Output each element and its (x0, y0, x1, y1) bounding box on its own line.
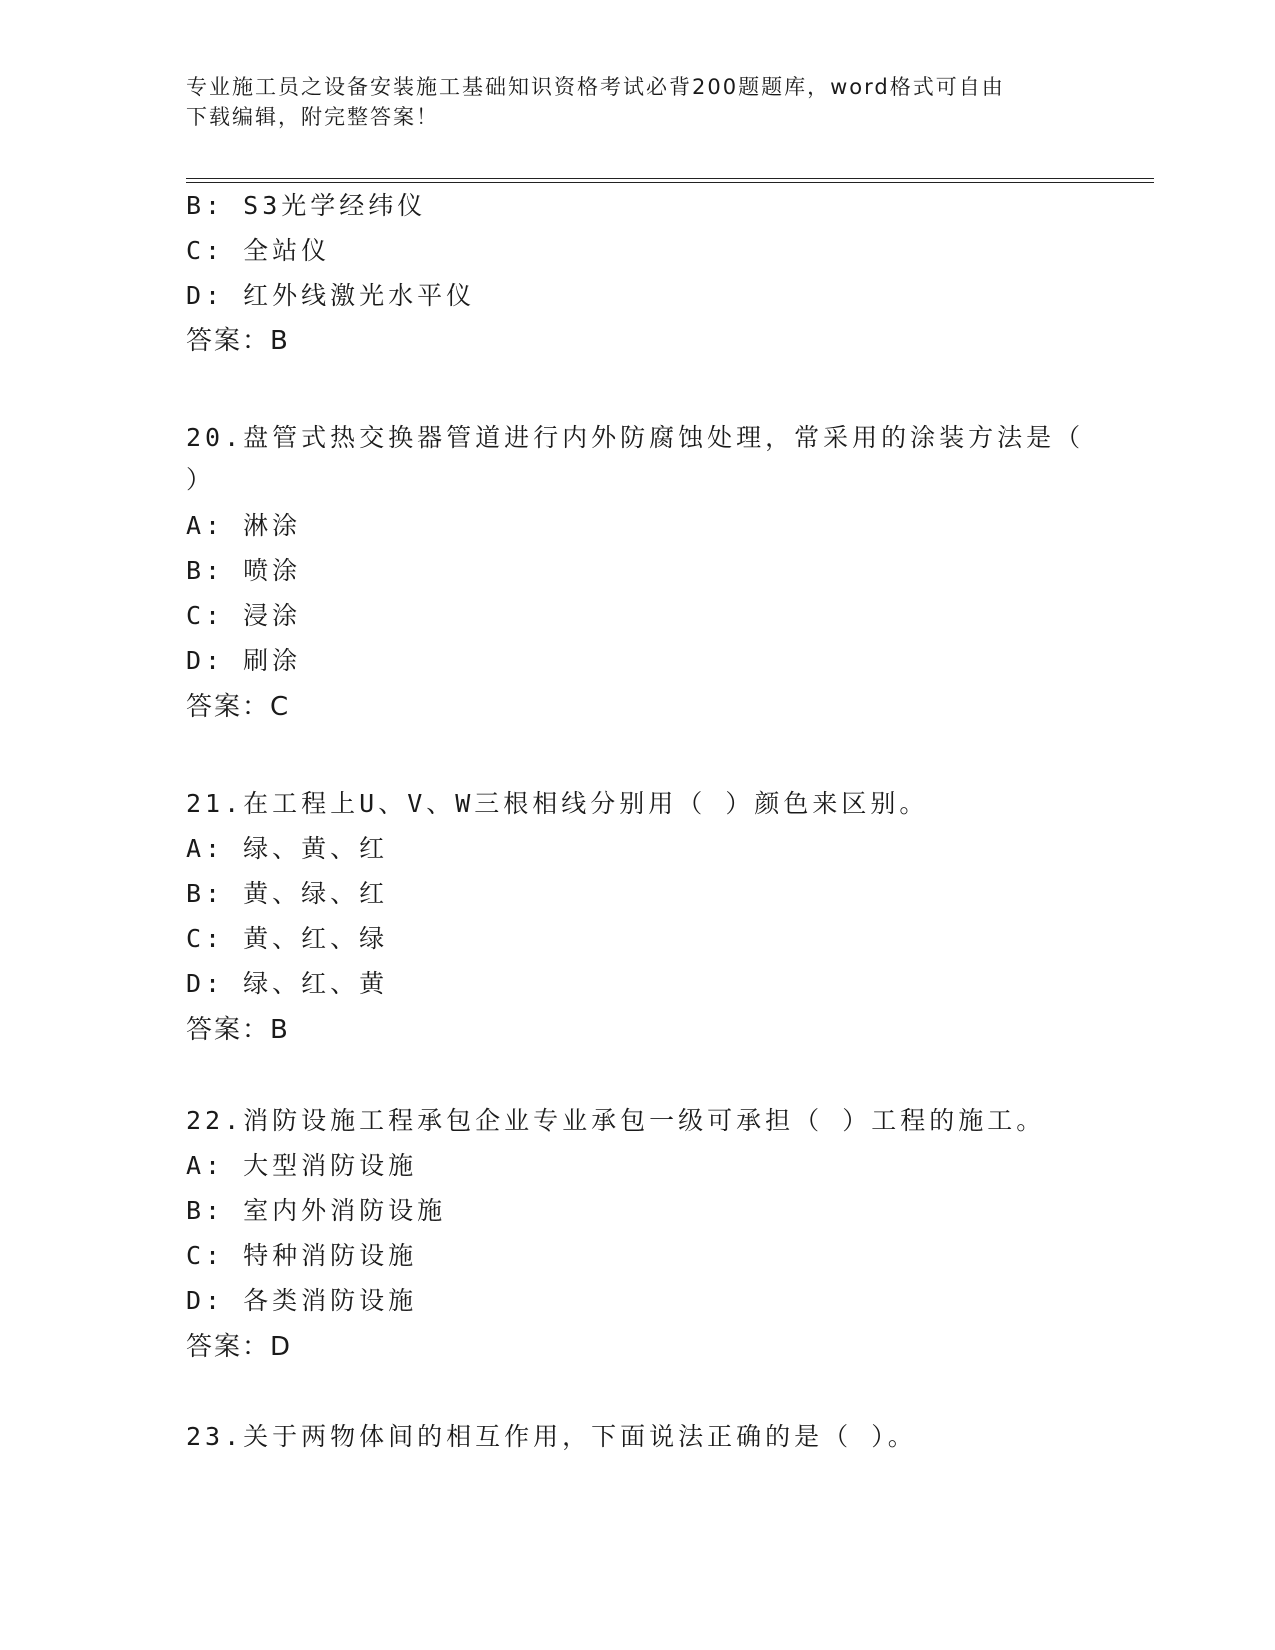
q19-option-b: B: S3光学经纬仪 (186, 191, 427, 220)
q21-stem: 21.在工程上U、V、W三根相线分别用（ ）颜色来区别。 (186, 789, 929, 818)
q20-stem-line-2: ） (186, 465, 216, 494)
header-divider-bottom (186, 182, 1154, 183)
q20-option-d: D: 刷涂 (186, 646, 302, 675)
q22-stem: 22.消防设施工程承包企业专业承包一级可承担（ ）工程的施工。 (186, 1106, 1046, 1135)
q19-answer: 答案：B (186, 326, 290, 356)
q21-option-d: D: 绿、红、黄 (186, 969, 389, 998)
header-line-2: 下载编辑，附完整答案！ (186, 105, 439, 129)
q20-answer: 答案：C (186, 692, 291, 722)
q22-answer: 答案：D (186, 1332, 293, 1362)
q20-stem-line-1: 20.盘管式热交换器管道进行内外防腐蚀处理，常采用的涂装方法是（ (186, 423, 1085, 452)
q21-option-c: C: 黄、红、绿 (186, 924, 389, 953)
q20-option-c: C: 浸涂 (186, 601, 302, 630)
q19-option-c: C: 全站仪 (186, 236, 331, 265)
header-divider-top (186, 178, 1154, 179)
q20-option-b: B: 喷涂 (186, 556, 302, 585)
q19-option-d: D: 红外线激光水平仪 (186, 281, 476, 310)
document-header (186, 72, 1066, 132)
q22-option-c: C: 特种消防设施 (186, 1241, 418, 1270)
q21-answer: 答案：B (186, 1015, 290, 1045)
q22-option-d: D: 各类消防设施 (186, 1286, 418, 1315)
q22-option-b: B: 室内外消防设施 (186, 1196, 447, 1225)
header-line-1: 专业施工员之设备安装施工基础知识资格考试必背200题题库，word格式可自由 (186, 75, 1005, 99)
q21-option-a: A: 绿、黄、红 (186, 834, 389, 863)
q23-stem: 23.关于两物体间的相互作用，下面说法正确的是（ ）。 (186, 1422, 917, 1451)
q21-option-b: B: 黄、绿、红 (186, 879, 389, 908)
q20-option-a: A: 淋涂 (186, 511, 302, 540)
q22-option-a: A: 大型消防设施 (186, 1151, 418, 1180)
